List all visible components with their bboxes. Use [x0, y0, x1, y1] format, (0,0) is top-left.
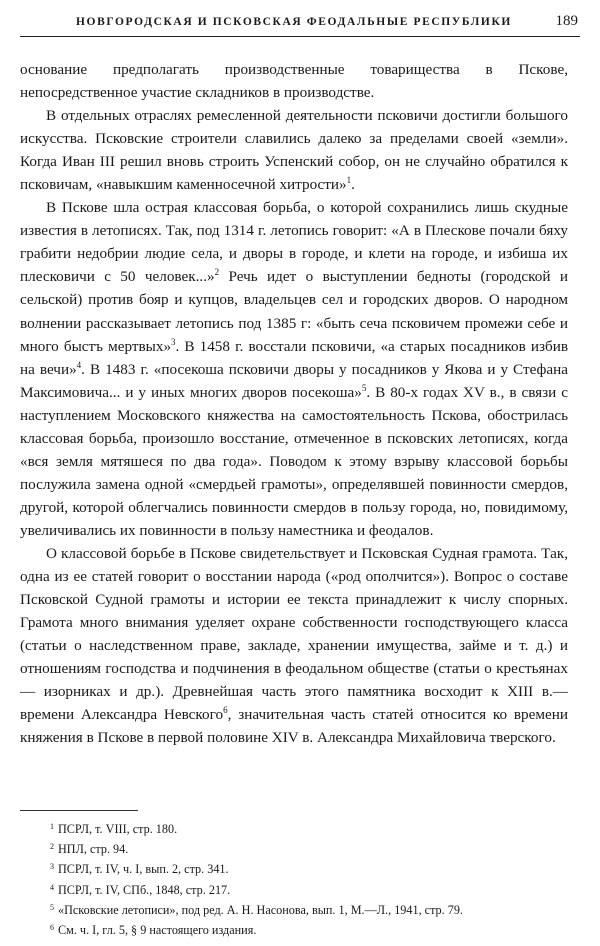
footnote-text: См. ч. I, гл. 5, § 9 настоящего издания.	[58, 923, 257, 938]
page-number: 189	[555, 13, 578, 29]
paragraph-text: В Пскове шла острая классовая борьба, о которой сохранились лишь скудные известия в летописях. Так, под 1314 г. летопись говорит: «А в Плескове почали бяху грабити недобрии людие села, и дворы в городе, и клети на городе, и избиша их плесковичи с 50 человек...»	[20, 199, 568, 286]
body-text	[20, 58, 568, 749]
footnote-text: «Псковские летописи», под ред. А. Н. Насонова, вып. 1, М.—Л., 1941, стр. 79.	[58, 902, 463, 917]
running-title: НОВГОРОДСКАЯ И ПСКОВСКАЯ ФЕОДАЛЬНЫЕ РЕСПУБЛИКИ	[76, 16, 512, 28]
footnote-marker: 4	[50, 882, 54, 892]
footnote-marker: 5	[50, 902, 54, 912]
paragraph-text: основание предполагать производственные товарищества в Пскове, непосредственное участие складников в производстве.	[20, 61, 568, 102]
paragraph-text: Речь идет о выступлении бедноты (городской и сельской) против бояр и купцов, владельцев сел и городских дворов. О народном волнении рассказывает летопись под 1385 г: «быть сеча псковичем промежи себе и много быстъ мертвых»	[20, 268, 569, 355]
footnotes	[50, 818, 570, 939]
footnote-text: ПСРЛ, т. IV, СПб., 1848, стр. 217.	[58, 882, 231, 897]
footnote-ref: 1	[346, 175, 352, 186]
footnote-text: ПСРЛ, т. IV, ч. I, вып. 2, стр. 341.	[58, 862, 229, 877]
paragraph	[20, 196, 568, 542]
footnote	[50, 919, 570, 939]
footnote-marker: 6	[50, 923, 54, 933]
footnote-ref: 3	[171, 336, 176, 347]
paragraph-text: О классовой борьбе в Пскове свидетельствует и Псковская Судная грамота. Так, одна из ее статей говорит о восстании народа («род ополчится»). Вопрос о составе Псковской Судной грамоты и истории ее текста принадлежит к числу спорных. Грамота много внимания уделяет охране собственности господствующего класса (статьи о наследственном праве, закладе, хранении имущества, займе и т. д.) и отношениям господства и подчинения в феодальном обществе (статьи о крестьянах — изорниках и др.). Древнейшая часть этого памятника восходит к XIII в.— времени Александра Невского	[20, 544, 568, 724]
footnote-ref: 4	[76, 359, 82, 370]
paragraph-text: . В 80-х годах XV в., в связи с наступлением Московского княжества на самостоятельность Пскова, обострилась классовая борьба, произошло восстание, отмеченное в псковских летописях, когда «вся земля мятяшеся по два года». Поводом к этому взрыву классовой борьбы послужила замена одной «смердьей грамоты», определявшей повинности смердов, другой, которой облегчались повинности смердов в пользу города, но, повидимому, увеличивались их повинности в пользу наместника и феодалов.	[20, 383, 568, 539]
paragraph-text: .	[351, 176, 355, 194]
footnote-ref: 6	[223, 705, 228, 716]
paragraph-text: . В 1458 г. восстали псковичи, «а старых посадников избив на вечи»	[20, 337, 568, 378]
paragraph	[20, 542, 568, 749]
running-head	[20, 10, 580, 37]
paragraph	[20, 104, 568, 196]
footnote-marker: 3	[50, 862, 54, 872]
footnote-text: НПЛ, стр. 94.	[58, 842, 129, 857]
footnote	[50, 899, 570, 919]
paragraph	[20, 58, 568, 104]
paragraph-text: В отдельных отраслях ремесленной деятельности псковичи достигли большого искусства. Псковские строители славились далеко за пределами своей «земли». Когда Иван III решил вновь строить Успенский собор, он не случайно обратился к псковичам, «навыкшим каменносечной хитрости»	[20, 107, 568, 194]
paragraph-text: , значительная часть статей относится ко времени княжения в Пскове в первой половине XIV в. Александра Михайловича тверского.	[20, 706, 568, 747]
footnote-ref: 5	[361, 382, 367, 393]
footnote-text: ПСРЛ, т. VIII, стр. 180.	[58, 822, 178, 836]
footnote-marker: 2	[50, 842, 54, 852]
footnote	[50, 838, 570, 858]
footnote	[50, 879, 570, 899]
paragraph-text: . В 1483 г. «посекоша псковичи дворы у посадников у Якова и у Стефана Максимовича... и у иных многих дворов посекоша»	[20, 360, 568, 401]
footnote-divider	[20, 810, 138, 811]
footnote-ref: 2	[214, 267, 220, 278]
footnote	[50, 818, 570, 838]
footnote-marker: 1	[50, 822, 54, 831]
footnote	[50, 858, 570, 878]
